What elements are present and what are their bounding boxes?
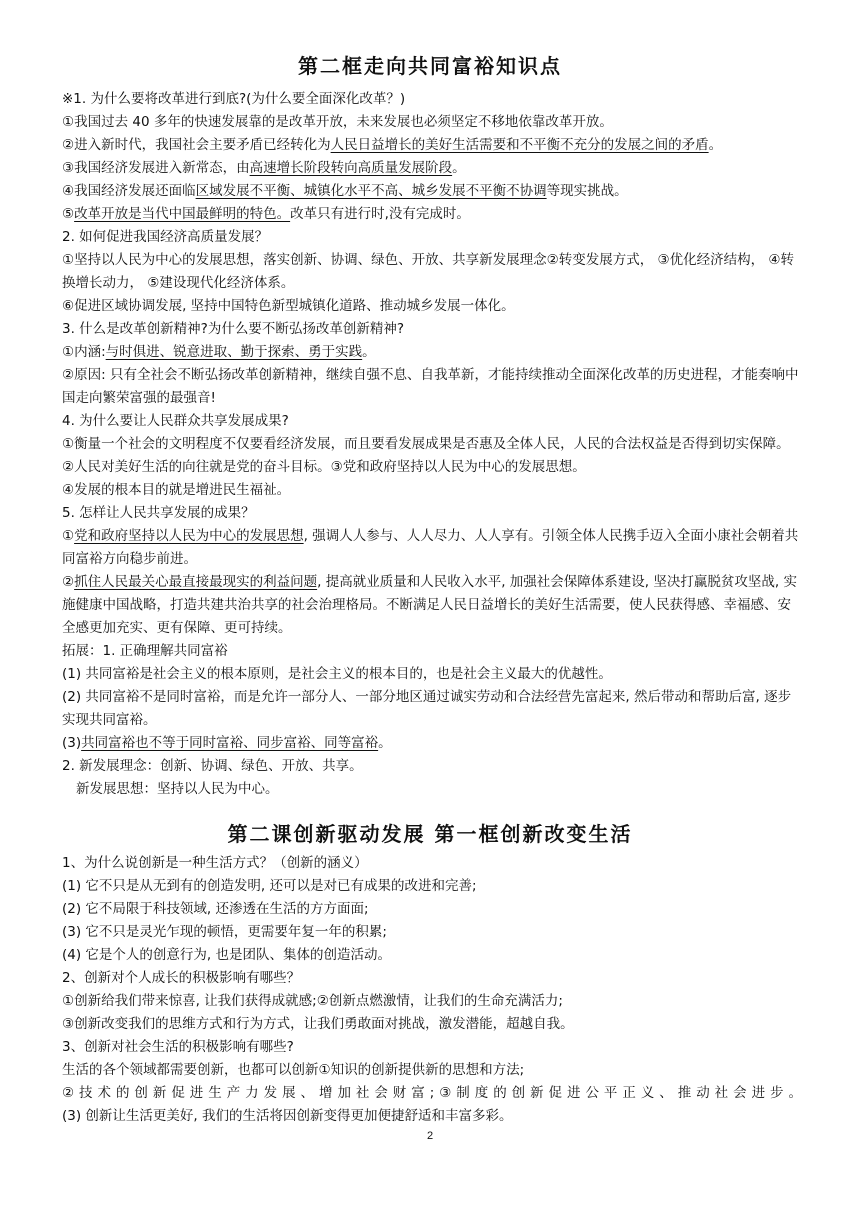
answer-paragraph: ①衡量一个社会的文明程度不仅要看经济发展，而且要看发展成果是否惠及全体人民，人民的合法权益是否得到切实保障。 — [62, 436, 790, 452]
answer-line: (2) 它不局限于科技领域, 还渗透在生活的方方面面; — [62, 901, 369, 917]
underlined-key-point: 共同富裕也不等于同时富裕、同步富裕、同等富裕 — [81, 735, 379, 751]
answer-line: ⑥促进区域协调发展, 坚持中国特色新型城镇化道路、推动城乡发展一体化。 — [62, 298, 515, 314]
answer-line: (3) 它不只是灵光乍现的顿悟，更需要年复一年的积累; — [62, 924, 387, 940]
answer-text: ① — [62, 528, 75, 544]
answer-text: 等现实挑战。 — [546, 183, 628, 199]
extension-heading: 拓展：1. 正确理解共同富裕 — [62, 643, 228, 659]
answer-line: ②人民对美好生活的向往就是党的奋斗目标。③党和政府坚持以人民为中心的发展思想。 — [62, 459, 586, 475]
question-3: 3、创新对社会生活的积极影响有哪些? — [62, 1039, 294, 1055]
answer-line: (3) 创新让生活更美好, 我们的生活将因创新变得更加便捷舒适和丰富多彩。 — [62, 1108, 513, 1124]
section-title-innovation: 第二课创新驱动发展 第一框创新改变生活 — [227, 822, 633, 846]
underlined-key-point: 区域发展不平衡、城镇化水平不高、城乡发展不平衡不协调 — [195, 183, 547, 199]
answer-text: ③我国经济发展进入新常态，由 — [62, 160, 250, 176]
answer-line: ①我国过去 40 多年的快速发展靠的是改革开放，未来发展也必须坚定不移地依靠改革开放。 — [62, 114, 613, 130]
answer-text: 。 — [378, 735, 392, 751]
answer-text: ⑤ — [62, 206, 75, 222]
page-number: 2 — [426, 1130, 434, 1142]
answer-line: 生活的各个领域都需要创新，也都可以创新①知识的创新提供新的思想和方法; — [62, 1062, 525, 1078]
answer-paragraph — [62, 571, 802, 640]
answer-text: (3) — [62, 735, 82, 751]
answer-line — [62, 157, 802, 180]
underlined-key-point: 改革开放是当代中国最鲜明的特色。 — [74, 206, 291, 222]
underlined-key-point: 人民日益增长的美好生活需要和不平衡不充分的发展之间的矛盾 — [330, 137, 709, 153]
question-1: ※1. 为什么要将改革进行到底?(为什么要全面深化改革？) — [62, 91, 406, 107]
answer-paragraph: (2) 共同富裕不是同时富裕，而是允许一部分人、一部分地区通过诚实劳动和合法经营先富起来, 然后带动和帮助后富, 逐步实现共同富裕。 — [62, 689, 792, 728]
answer-line: ①创新给我们带来惊喜, 让我们获得成就感;②创新点燃激情，让我们的生命充满活力; — [62, 993, 563, 1009]
answer-line: (1) 共同富裕是社会主义的根本原则，是社会主义的根本目的，也是社会主义最大的优越性。 — [62, 666, 612, 682]
answer-line: 2. 新发展理念：创新、协调、绿色、开放、共享。 — [62, 758, 363, 774]
answer-text: ①内涵: — [62, 344, 106, 360]
answer-line: (4) 它是个人的创意行为, 也是团队、集体的创造活动。 — [62, 947, 391, 963]
answer-line — [62, 134, 802, 157]
answer-line: ②技术的创新促进生产力发展、增加社会财富;③制度的创新促进公平正义、推动社会进步。 — [62, 1085, 802, 1101]
underlined-key-point: 党和政府坚持以人民为中心的发展思想 — [74, 528, 304, 544]
answer-text: 。 — [452, 160, 466, 176]
answer-text: , 提高就业质量和人民收入水平, 加强社会保障体系建设, 坚决打赢脱贫攻坚战, 实施健康中国战略，打造共建共治共享的社会治理格局。不断满足人民日益增长的美好生活需要，使人民获得感、幸福感、安全感更加充实、更有保障、更可持续。 — [62, 574, 797, 636]
question-5: 5. 怎样让人民共享发展的成果？ — [62, 505, 255, 521]
answer-line: 新发展思想：坚持以人民为中心。 — [76, 781, 279, 797]
section-body-innovation — [62, 852, 802, 1128]
answer-line — [62, 203, 802, 226]
question-1: 1、为什么说创新是一种生活方式？（创新的涵义） — [62, 855, 368, 871]
underlined-key-point: 高速增长阶段转向高质量发展阶段 — [249, 160, 453, 176]
question-2: 2、创新对个人成长的积极影响有哪些？ — [62, 970, 301, 986]
answer-text: ④我国经济发展还面临 — [62, 183, 196, 199]
answer-text: ②进入新时代，我国社会主要矛盾已经转化为 — [62, 137, 331, 153]
answer-paragraph: ①坚持以人民为中心的发展思想，落实创新、协调、绿色、开放、共享新发展理念②转变发展方式， ③优化经济结构， ④转换增长动力， ⑤建设现代化经济体系。 — [62, 252, 794, 291]
answer-line — [62, 341, 802, 364]
answer-line: ④发展的根本目的就是增进民生福祉。 — [62, 482, 291, 498]
question-4: 4. 为什么要让人民群众共享发展成果? — [62, 413, 289, 429]
underlined-key-point: 与时俱进、锐意进取、勤于探索、勇于实践 — [105, 344, 363, 360]
section-body-common-prosperity — [62, 88, 802, 801]
answer-text: 。 — [362, 344, 376, 360]
underlined-key-point: 抓住人民最关心最直接最现实的利益问题 — [74, 574, 318, 590]
question-2: 2. 如何促进我国经济高质量发展？ — [62, 229, 269, 245]
answer-text: 。 — [708, 137, 723, 153]
section-title-common-prosperity: 第二框走向共同富裕知识点 — [298, 54, 562, 78]
answer-line — [62, 732, 802, 755]
answer-text: 改革只有进行时,没有完成时。 — [290, 206, 470, 222]
answer-paragraph: ②原因: 只有全社会不断弘扬改革创新精神，继续自强不息、自我革新，才能持续推动全面深化改革的历史进程，才能奏响中国走向繁荣富强的最强音! — [62, 367, 799, 406]
answer-line — [62, 180, 802, 203]
answer-text: ② — [62, 574, 75, 590]
answer-text: , 强调人人参与、人人尽力、人人享有。引领全体人民携手迈入全面小康社会朝着共同富裕方向稳步前进。 — [62, 528, 799, 567]
answer-line: ③创新改变我们的思维方式和行为方式，让我们勇敢面对挑战，激发潜能，超越自我。 — [62, 1016, 574, 1032]
question-3: 3. 什么是改革创新精神?为什么要不断弘扬改革创新精神? — [62, 321, 405, 337]
answer-line: (1) 它不只是从无到有的创造发明, 还可以是对已有成果的改进和完善; — [62, 878, 477, 894]
answer-paragraph — [62, 525, 802, 571]
